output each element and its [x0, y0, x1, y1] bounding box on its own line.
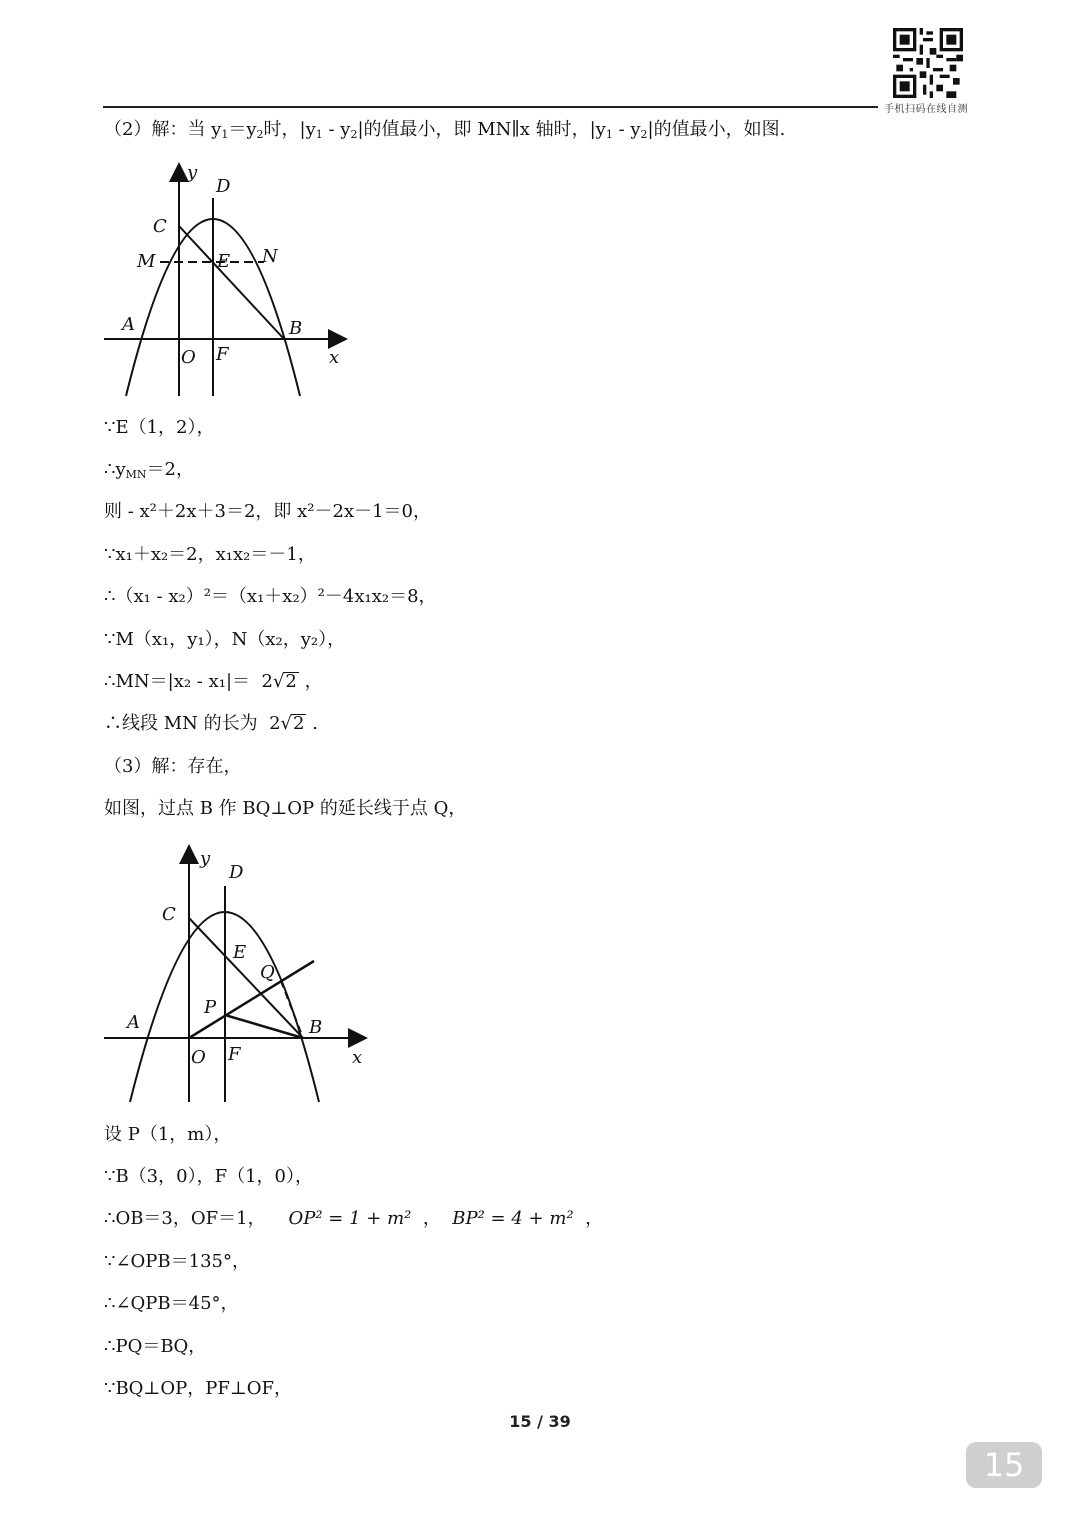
- step-square-difference: ∴（x₁ - x₂）²＝（x₁＋x₂）²－4x₁x₂＝8，: [104, 586, 437, 607]
- page-badge[interactable]: 15: [966, 1442, 1042, 1488]
- step-mn-points: ∵M（x₁，y₁），N（x₂，y₂），: [104, 629, 346, 650]
- step-vieta: ∵x₁＋x₂＝2，x₁x₂＝－1，: [104, 544, 316, 565]
- figure-1-parabola-mn: [100, 158, 360, 403]
- step-angle-qpb: ∴∠QPB＝45°，: [104, 1293, 239, 1314]
- step-angle-opb: ∵∠OPB＝135°，: [104, 1251, 250, 1272]
- label-o: O: [191, 1047, 206, 1068]
- step-e-coordinates: ∵E（1，2），: [104, 417, 215, 438]
- step-lengths: ∴OB＝3，OF＝1， OP² = 1 + m² ， BP² = 4 + m² ，: [104, 1208, 604, 1229]
- step-equation: 则 - x²＋2x＋3＝2，即 x²－2x－1＝0，: [104, 501, 431, 522]
- step-perpendiculars: ∵BQ⊥OP，PF⊥OF，: [104, 1378, 293, 1399]
- part3-intro: （3）解：存在，: [104, 756, 242, 777]
- label-q: Q: [260, 962, 275, 983]
- figure-2-parabola-pq: [100, 838, 385, 1108]
- segment-cb: [179, 226, 284, 339]
- label-y: y: [187, 162, 198, 183]
- step-pq-bq: ∴PQ＝BQ，: [104, 1336, 207, 1357]
- label-c: C: [153, 216, 167, 237]
- step-bf-coordinates: ∵B（3，0），F（1，0），: [104, 1166, 313, 1187]
- step-set-p: 设 P（1，m），: [104, 1124, 232, 1145]
- part2-intro: （2）解：当 $y_1=y_2$时，$|y_1 - y_2|$的值最小，即 MN∥x 轴时，$|y_1 - y_2|$的值最小，如图.: [104, 119, 786, 141]
- label-e: E: [233, 942, 247, 963]
- label-o: O: [181, 347, 196, 368]
- label-a: A: [122, 314, 135, 335]
- step-conclusion: ∴线段 MN 的长为 2√2 .: [104, 713, 318, 734]
- label-p: P: [204, 997, 217, 1018]
- part3-construction: 如图，过点 B 作 BQ⊥OP 的延长线于点 Q，: [104, 798, 467, 819]
- label-x: x: [329, 347, 340, 368]
- qr-code-icon[interactable]: [893, 28, 963, 98]
- step-mn-length: ∴MN＝|x₂ - x₁|＝ 2√2 ，: [104, 671, 323, 692]
- label-b: B: [289, 318, 303, 339]
- label-b: B: [309, 1017, 323, 1038]
- label-d: D: [216, 176, 231, 197]
- label-f: F: [228, 1044, 241, 1065]
- page-indicator: 15 / 39: [509, 1412, 571, 1431]
- label-c: C: [162, 904, 176, 925]
- label-x: x: [352, 1047, 363, 1068]
- label-e: E: [217, 251, 231, 272]
- qr-caption: 手机扫码在线自测: [884, 104, 968, 115]
- label-d: D: [229, 862, 244, 883]
- step-y-mn: $\therefore y_{MN}=2$，: [104, 459, 194, 481]
- label-m: M: [137, 251, 156, 272]
- label-y: y: [200, 848, 211, 869]
- label-a: A: [127, 1012, 140, 1033]
- label-n: N: [262, 246, 278, 267]
- header-divider: [103, 106, 878, 108]
- label-f: F: [216, 344, 229, 365]
